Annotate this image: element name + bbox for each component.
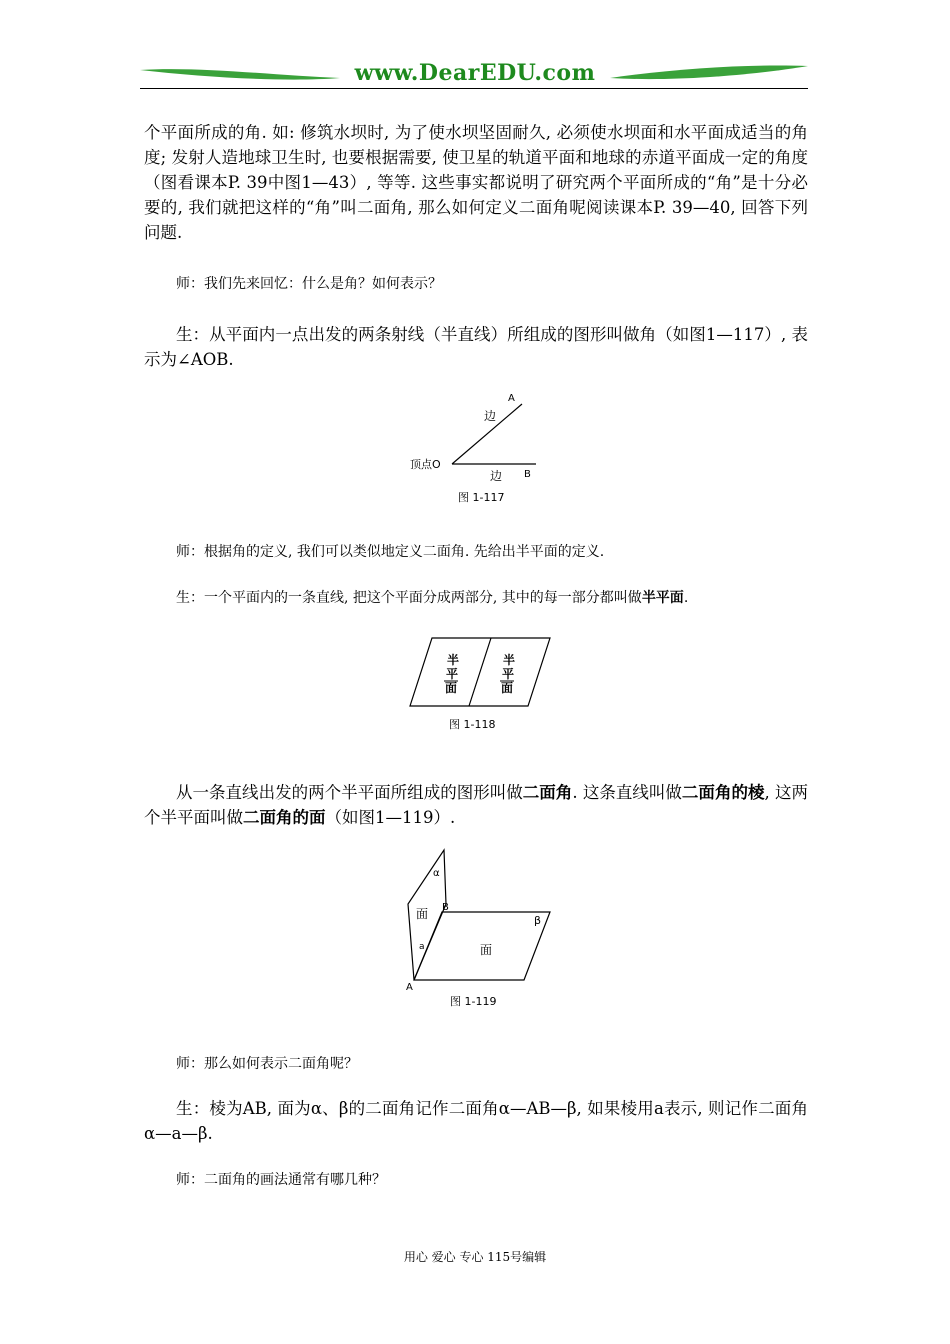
fig117-side-bottom: 边 xyxy=(490,469,503,483)
fig119-label-A: A xyxy=(406,982,413,993)
p5-end: . xyxy=(683,590,689,606)
half-right-char-3: 面 xyxy=(501,681,514,695)
p6-term-dihedral: 二面角 xyxy=(522,783,573,802)
fig118-caption: 图 1-118 xyxy=(449,718,496,731)
half-left-char-3: 面 xyxy=(445,681,458,695)
student-half-plane-definition xyxy=(144,586,808,610)
dihedral-angle-definition xyxy=(144,780,808,830)
half-right-char-2: 平 xyxy=(502,667,515,681)
dividing-line xyxy=(469,638,491,706)
teacher-drawing-question: 师：二面角的画法通常有哪几种？ xyxy=(176,1172,386,1188)
teacher-question-angle: 师：我们先来回忆：什么是角？如何表示？ xyxy=(176,276,442,292)
intro-paragraph: 个平面所成的角. 如: 修筑水坝时, 为了使水坝坚固耐久, 必须使水坝面和水平面成适当的角度; 发射人造地球卫生时, 也要根据需要, 使卫星的轨道平面和地球的赤道平面成一定的角度（图看课本P. 39中图1—43）, 等等. 这些事实都说明了研究两个平面所成的“角”是十分必要的, 我们就把这样的“角”叫二面角, 那么如何定义二面角呢阅读课本P. 39—40, 回答下列问题. xyxy=(144,123,808,242)
half-left-char-1: 半 xyxy=(447,653,460,667)
fig119-beta: β xyxy=(534,914,542,927)
figure-1-119 xyxy=(402,848,562,1012)
fig119-caption: 图 1-119 xyxy=(450,995,497,1008)
fig117-label-a: A xyxy=(508,393,515,404)
p6-t1: 从一条直线出发的两个半平面所组成的图形叫做 xyxy=(176,783,523,802)
half-left-char-2: 平 xyxy=(446,667,459,681)
fig119-alpha: α xyxy=(433,868,440,879)
page-footer: 用心 爱心 专心 115号编辑 xyxy=(403,1250,547,1264)
p6-t2: . 这条直线叫做 xyxy=(572,783,682,802)
p5-text: 生：一个平面内的一条直线, 把这个平面分成两部分, 其中的每一部分都叫做 xyxy=(176,590,642,606)
fig117-vertex-label: 顶点O xyxy=(410,458,441,471)
fig117-label-b: B xyxy=(524,469,531,480)
p6-t3: , 这两个半平面叫做 xyxy=(144,783,809,827)
student-angle-definition: 生：从平面内一点出发的两条射线（半直线）所组成的图形叫做角（如图1—117）, 表示为∠AOB. xyxy=(144,325,808,369)
half-right-char-1: 半 xyxy=(503,653,516,667)
fig119-face-left: 面 xyxy=(416,907,429,921)
p6-t4: （如图1—119）. xyxy=(325,808,456,827)
student-notation-answer: 生：棱为AB, 面为α、β的二面角记作二面角α—AB—β, 如果棱用a表示, 则记作二面角α—a—β. xyxy=(144,1099,808,1143)
site-brand[interactable]: www.DearEDU.com xyxy=(354,60,596,86)
teacher-notation-question: 师：那么如何表示二面角呢？ xyxy=(176,1056,358,1072)
p6-term-edge: 二面角的棱 xyxy=(681,783,765,802)
fig119-label-B: B xyxy=(442,902,449,913)
p5-bold-term: 半平面 xyxy=(641,590,684,606)
figure-1-117 xyxy=(400,388,550,510)
teacher-half-plane-intro: 师：根据角的定义, 我们可以类似地定义二面角. 先给出半平面的定义. xyxy=(176,544,605,560)
fig117-side-top: 边 xyxy=(484,409,497,423)
header-divider xyxy=(140,88,808,89)
fig117-caption: 图 1-117 xyxy=(458,491,505,504)
figure-1-118 xyxy=(405,634,555,738)
fig119-label-a: a xyxy=(419,942,425,952)
fig119-face-right: 面 xyxy=(480,943,493,957)
p6-term-face: 二面角的面 xyxy=(243,808,326,827)
